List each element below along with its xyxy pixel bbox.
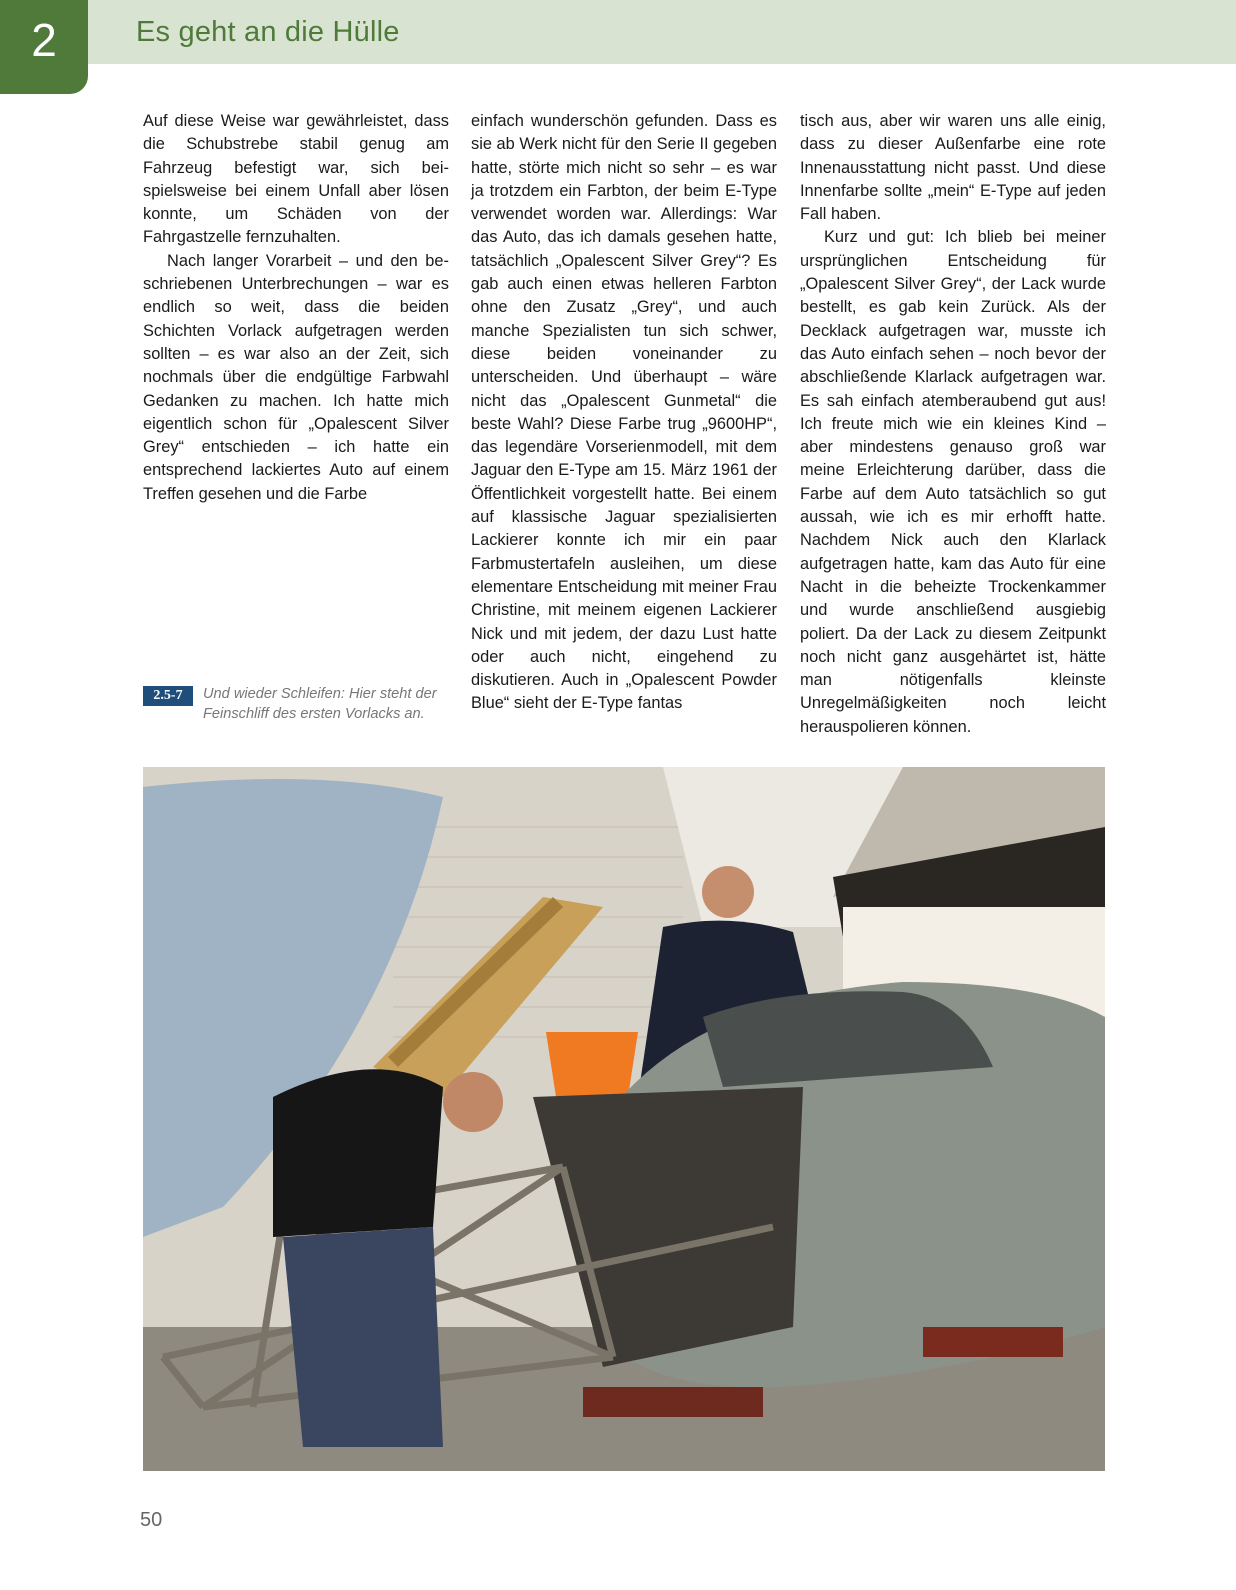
caption-text: Und wieder Schleifen: Hier steht der Feinschliff des ersten Vorlacks an.: [203, 686, 437, 722]
paragraph: Kurz und gut: Ich blieb bei meiner ursprünglichen Entscheidung für „Opalescent Silver Grey“, der Lack wurde bestellt, es gab kein Zurück. Als der Decklack aufgetragen war, musste ich das Auto einfach sehen – noch bevor der abschließende Klarlack aufgetragen war. Es sah einfach atemberaubend gut aus! Ich freute mich wie ein kleines Kind – aber mindestens genauso groß war meine Erleichterung darüber, dass die Farbe auf dem Auto tatsächlich so gut aussah, wie ich es mir erhofft hatte. Nachdem Nick auch den Klarlack aufgetragen hatte, kam das Auto für eine Nacht in die beheizte Trockenkammer und wurde anschließend ausgiebig poliert. Da der Lack zu diesem Zeitpunkt noch nicht ganz ausgehärtet ist, hätte man nötigenfalls kleinste Unregelmäßigkeiten noch leicht herauspolieren können.: [800, 228, 1106, 736]
paragraph: Auf diese Weise war gewährleistet, dass die Schubstrebe stabil genug am Fahrzeug befestigt war, sich beispielsweise bei einem Unfall aber lösen konnte, um Schäden von der Fahrgastzelle fernzuhalten.: [143, 112, 449, 247]
text-column-2: [471, 110, 777, 716]
paragraph: tisch aus, aber wir waren uns alle einig, dass zu dieser Außenfarbe eine rote Innenausstattung nicht passt. Und diese Innenfarbe sollte „mein“ E-Type auf jeden Fall haben.: [800, 112, 1106, 224]
photo-illustration: [143, 767, 1105, 1471]
chapter-number-badge: [0, 0, 88, 94]
figure-label: 2.5-7: [143, 686, 193, 706]
text-column-1: [143, 110, 449, 506]
chapter-number: 2: [31, 14, 57, 66]
page-number: 50: [140, 1509, 163, 1531]
paragraph: Nach langer Vorarbeit – und den beschriebenen Unterbrechungen – war es endlich so weit, dass die beiden Schichten Vorlack aufgetragen werden sollten – es war also an der Zeit, sich nochmals über die endgültige Farbwahl Gedanken zu machen. Ich hatte mich eigentlich schon für „Opalescent Silver Grey“ entschieden – ich hatte ein entsprechend lackiertes Auto auf einem Treffen gesehen und die Farbe: [143, 251, 449, 503]
paragraph: einfach wunderschön gefunden. Dass es sie ab Werk nicht für den Serie II gegeben hatte, störte mich nicht so sehr – es war ja trotzdem ein Farbton, der beim E-Type verwendet worden war. Allerdings: War das Auto, das ich damals gesehen hatte, tatsächlich „Opalescent Silver Grey“? Es gab auch einen etwas helleren Farbton ohne den Zusatz „Grey“, und auch manche Spezialisten tun sich schwer, diese beiden voneinander zu unterscheiden. Und überhaupt – wäre nicht das „Opalescent Gunmetal“ die beste Wahl? Diese Farbe trug „9600HP“, das legendäre Vorserienmodell, mit dem Jaguar den E-Type am 15. März 1961 der Öffentlichkeit vorgestellt hatte. Bei einem auf klassische Jaguar spezialisierten Lackierer konnte ich mir ein paar Farbmustertafeln ausleihen, um diese elementare Entscheidung mit meiner Frau Christine, mit meinem eigenen Lackierer Nick und mit jedem, der dazu Lust hatte oder auch nicht, eingehend zu diskutieren. Auch in „Opalescent Powder Blue“ sieht der E-Type fantas: [471, 112, 777, 713]
chapter-title: Es geht an die Hülle: [136, 16, 400, 48]
workshop-photo: [143, 767, 1105, 1471]
text-column-3: [800, 110, 1106, 739]
